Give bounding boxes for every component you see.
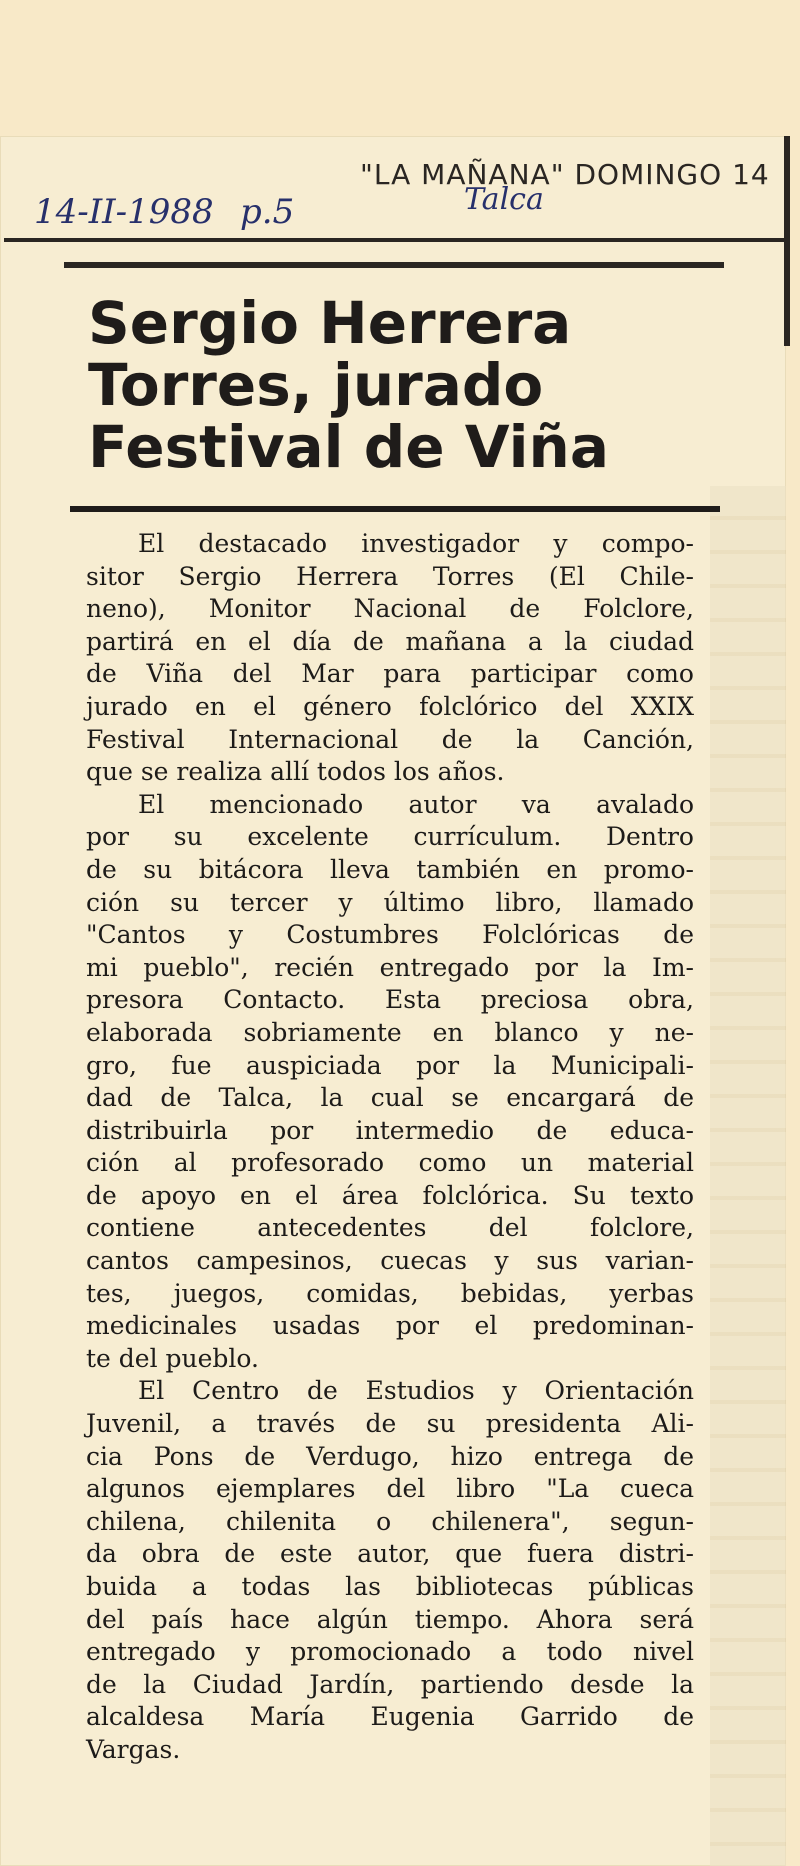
article-line: distribuirla por intermedio de educa- bbox=[86, 1115, 694, 1145]
article-line: Festival Internacional de la Canción, bbox=[86, 724, 694, 754]
article-line: por su excelente currículum. Dentro bbox=[86, 822, 694, 852]
article-line: del país hace algún tiempo. Ahora será bbox=[86, 1604, 694, 1634]
article-line: Vargas. bbox=[86, 1734, 181, 1764]
article-line: El destacado investigador y compo- bbox=[138, 529, 694, 558]
article-body bbox=[86, 528, 694, 1767]
article-line: de apoyo en el área folclórica. Su texto bbox=[86, 1180, 694, 1210]
headline-line-1: Sergio Herrera bbox=[88, 289, 572, 357]
handwritten-city: Talca bbox=[464, 182, 544, 217]
article-line: mi pueblo", recién entregado por la Im- bbox=[86, 952, 694, 982]
article-line: da obra de este autor, que fuera distri- bbox=[86, 1539, 694, 1569]
article-headline bbox=[88, 289, 738, 481]
article-line: contiene antecedentes del folclore, bbox=[86, 1213, 694, 1243]
article-line: alcaldesa María Eugenia Garrido de bbox=[86, 1702, 694, 1732]
article-line: elaborada sobriamente en blanco y ne- bbox=[86, 1017, 694, 1047]
article-line: ción al profesorado como un material bbox=[86, 1148, 694, 1178]
article-line: de Viña del Mar para participar como bbox=[86, 659, 694, 689]
article-line: jurado en el género folclórico del XXIX bbox=[86, 691, 694, 721]
article-line: algunos ejemplares del libro "La cueca bbox=[86, 1474, 694, 1504]
handwritten-page: p.5 bbox=[240, 192, 295, 232]
adjacent-column-bleed bbox=[710, 486, 786, 1866]
article-line: Juvenil, a través de su presidenta Ali- bbox=[86, 1409, 694, 1439]
article-line: ción su tercer y último libro, llamado bbox=[86, 887, 694, 917]
newspaper-masthead: "LA MAÑANA" DOMINGO 14 bbox=[360, 158, 770, 191]
newspaper-clipping bbox=[0, 136, 786, 1866]
article-line: que se realiza allí todos los años. bbox=[86, 757, 505, 787]
article-line: El mencionado autor va avalado bbox=[138, 789, 694, 819]
article-line: te del pueblo. bbox=[86, 1343, 259, 1373]
article-line: chilena, chilenita o chilenera", segun- bbox=[86, 1506, 694, 1536]
article-line: cia Pons de Verdugo, hizo entrega de bbox=[86, 1441, 694, 1471]
headline-line-2: Torres, jurado bbox=[88, 351, 544, 419]
article-line: tes, juegos, comidas, bebidas, yerbas bbox=[86, 1278, 694, 1308]
article-line: dad de Talca, la cual se encargará de bbox=[86, 1083, 694, 1113]
headline-line-3: Festival de Viña bbox=[88, 413, 609, 481]
article-line: presora Contacto. Esta preciosa obra, bbox=[86, 985, 694, 1015]
handwritten-date: 14-II-1988 bbox=[34, 192, 214, 232]
article-line: entregado y promocionado a todo nivel bbox=[86, 1637, 694, 1667]
article-line: partirá en el día de mañana a la ciudad bbox=[86, 626, 694, 656]
header-rule bbox=[4, 238, 786, 242]
article-line: buida a todas las bibliotecas públicas bbox=[86, 1572, 694, 1601]
title-top-rule bbox=[64, 262, 724, 268]
article-line: gro, fue auspiciada por la Municipali- bbox=[86, 1050, 694, 1080]
article-line: El Centro de Estudios y Orientación bbox=[138, 1376, 694, 1406]
article-line: neno), Monitor Nacional de Folclore, bbox=[86, 594, 694, 624]
article-line: de su bitácora lleva también en promo- bbox=[86, 854, 694, 884]
article-line: sitor Sergio Herrera Torres (El Chile- bbox=[86, 561, 694, 591]
article-line: cantos campesinos, cuecas y sus varian- bbox=[86, 1246, 694, 1276]
article-line: "Cantos y Costumbres Folclóricas de bbox=[86, 920, 694, 950]
title-bottom-rule bbox=[70, 506, 720, 512]
article-line: de la Ciudad Jardín, partiendo desde la bbox=[86, 1669, 694, 1699]
article-line: medicinales usadas por el predominan- bbox=[86, 1311, 694, 1341]
